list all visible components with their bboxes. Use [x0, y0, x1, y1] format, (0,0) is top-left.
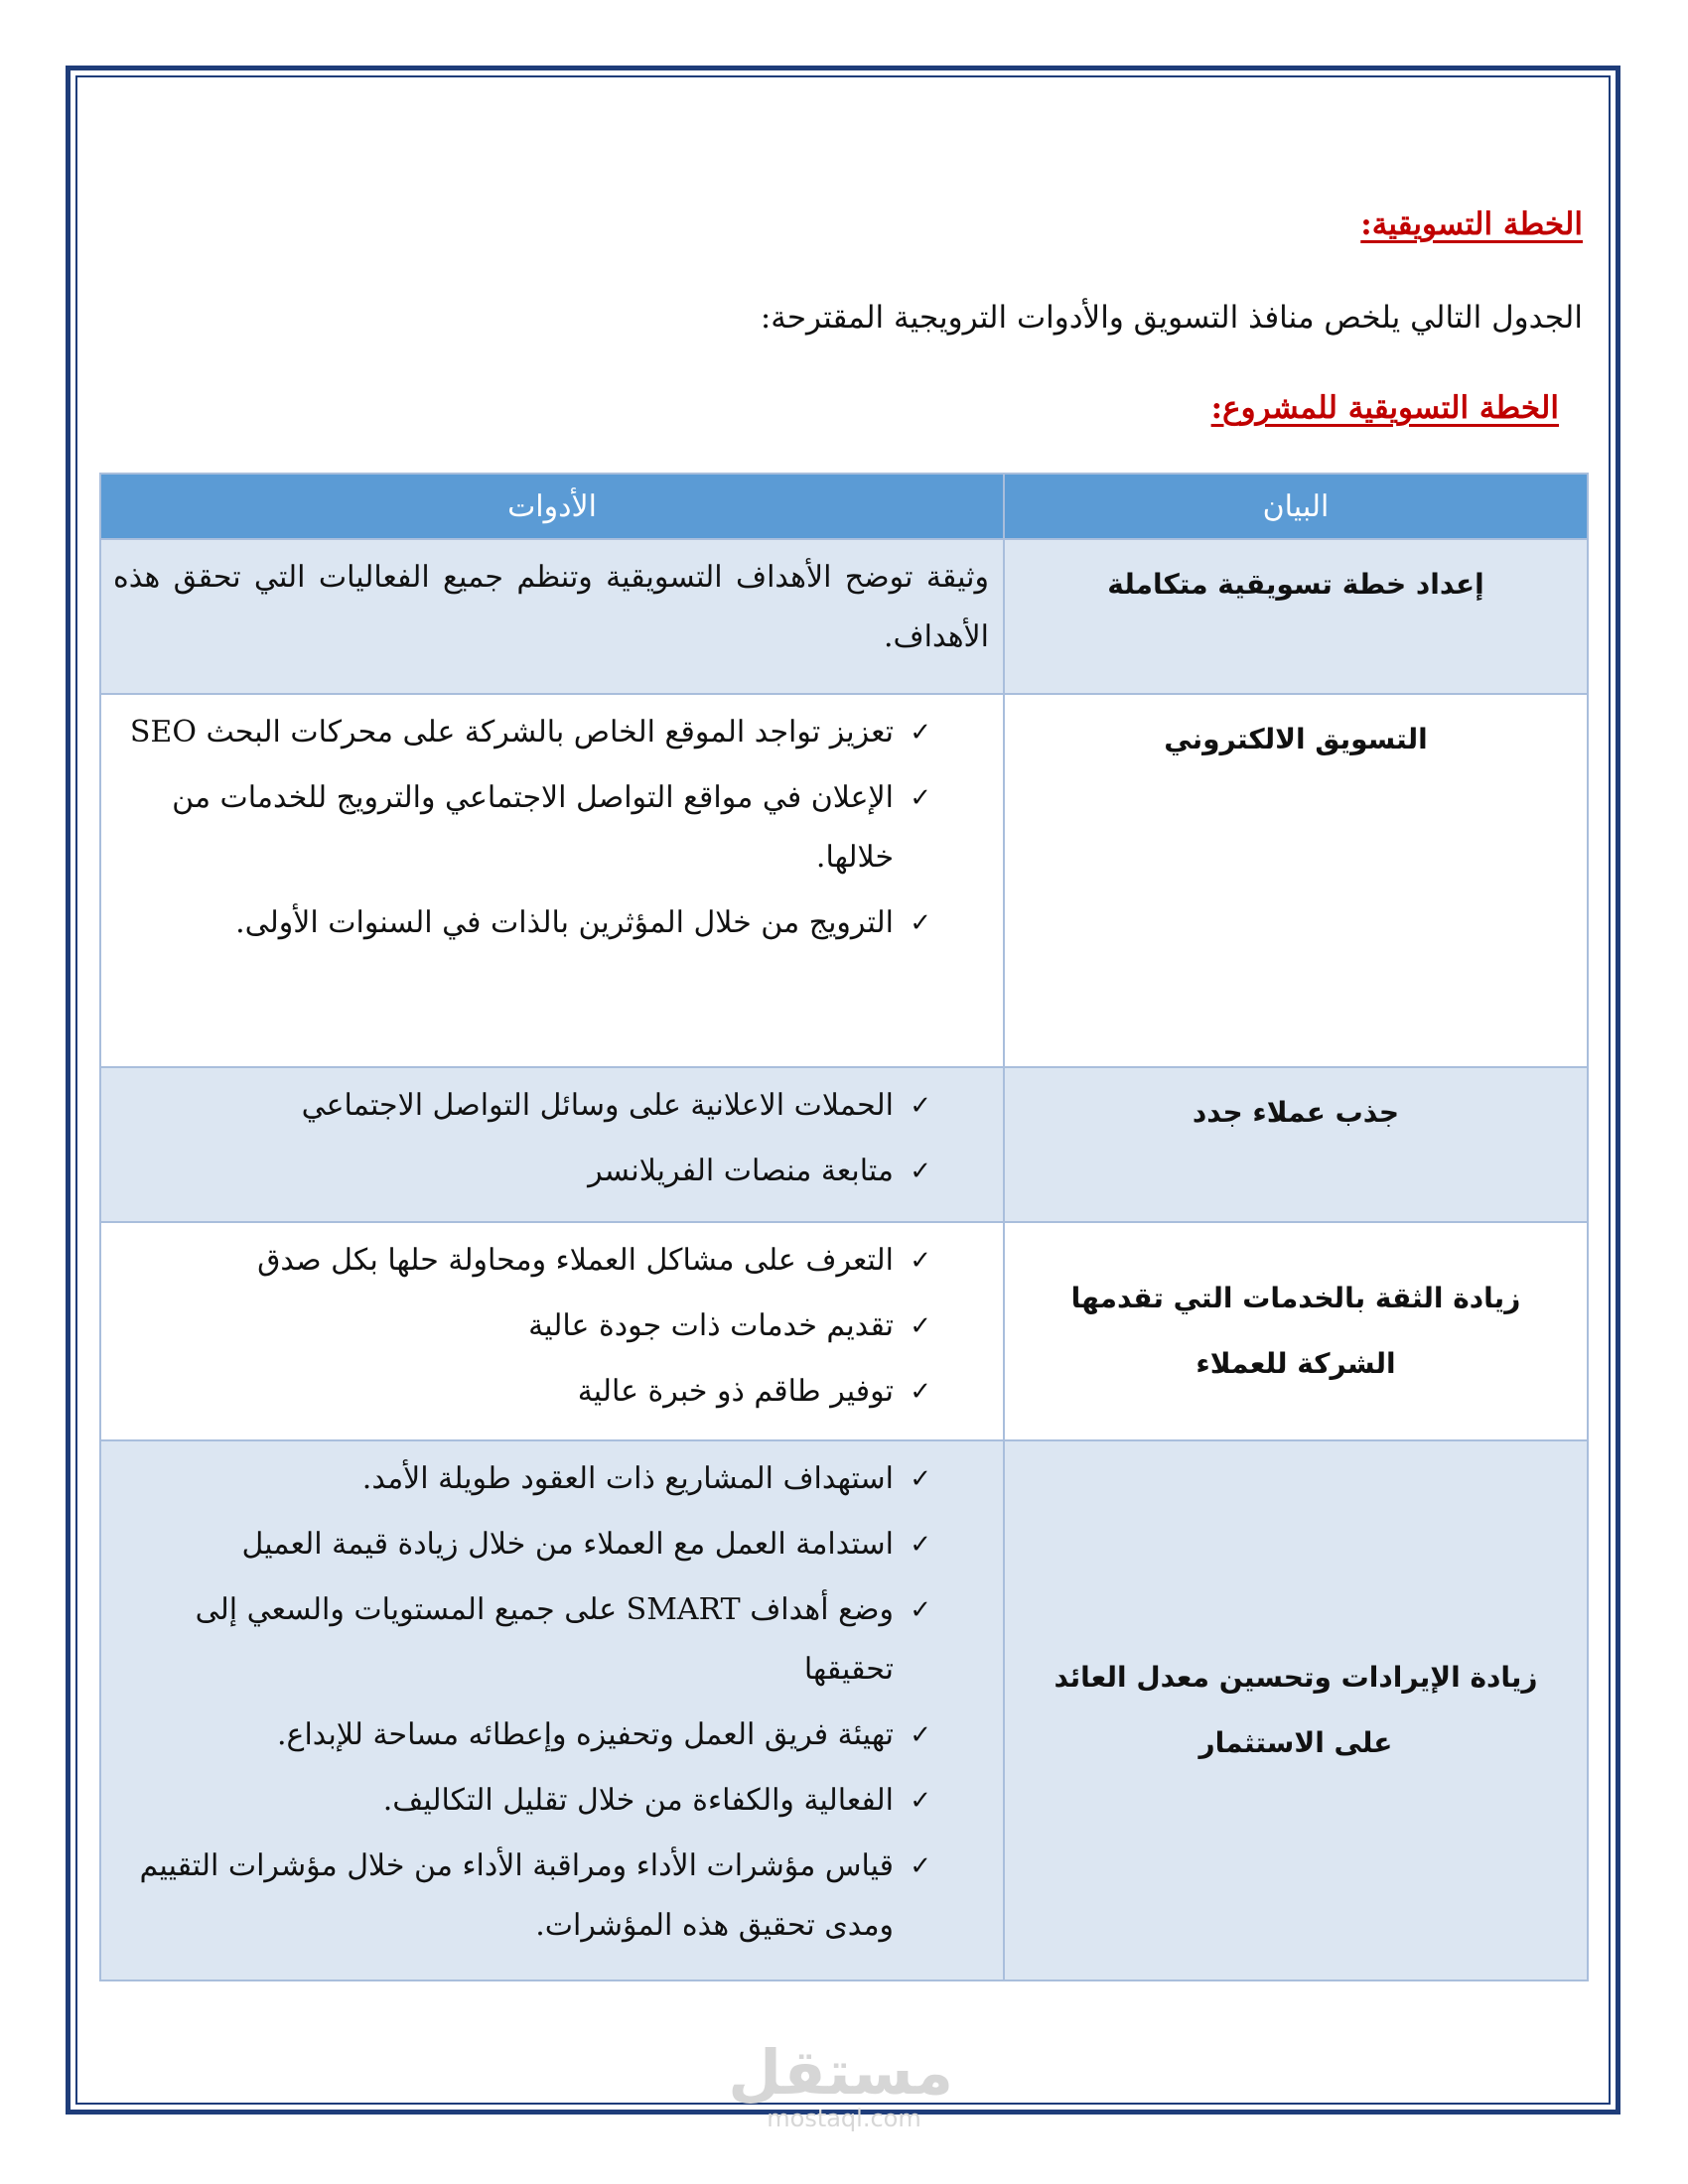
list-item-text: وضع أهداف SMART على جميع المستويات والسعي إلى تحقيقها — [195, 1592, 894, 1687]
check-icon: ✓ — [910, 1091, 931, 1121]
list-item — [113, 703, 989, 762]
table-title: الخطة التسويقية للمشروع: — [1210, 390, 1559, 426]
statement-cell: جذب عملاء جدد — [1004, 1067, 1588, 1222]
check-icon: ✓ — [910, 1157, 931, 1186]
list-item-text: تهيئة فريق العمل وتحفيزه وإعطائه مساحة للإبداع. — [277, 1717, 894, 1752]
list-item — [113, 1449, 989, 1509]
tools-list — [113, 1231, 989, 1422]
list-item — [113, 1076, 989, 1136]
tools-cell — [100, 1067, 1004, 1222]
header-tools: الأدوات — [100, 474, 1004, 539]
check-icon: ✓ — [910, 1377, 931, 1407]
tools-list — [113, 1449, 989, 1956]
table-row — [100, 1222, 1588, 1440]
list-item — [113, 1771, 989, 1831]
tools-cell — [100, 1222, 1004, 1440]
list-item-text: استدامة العمل مع العملاء من خلال زيادة قيمة العميل — [241, 1527, 894, 1562]
table-row — [100, 539, 1588, 694]
list-item — [113, 768, 989, 887]
statement-cell: زيادة الإيرادات وتحسين معدل العائد على الاستثمار — [1004, 1440, 1588, 1980]
watermark-latin: mostaql.com — [767, 2105, 921, 2132]
check-icon: ✓ — [910, 783, 931, 813]
list-item-text: متابعة منصات الفريلانسر — [588, 1154, 894, 1188]
document-intro: الجدول التالي يلخص منافذ التسويق والأدوات الترويجية المقترحة: — [760, 300, 1583, 336]
tools-text: وثيقة توضح الأهداف التسويقية وتنظم جميع الفعاليات التي تحقق هذه الأهداف. — [113, 560, 989, 654]
table-header-row — [100, 474, 1588, 539]
list-item-text: تعزيز تواجد الموقع الخاص بالشركة على محركات البحث SEO — [129, 715, 894, 750]
check-icon: ✓ — [910, 1311, 931, 1341]
list-item — [113, 1580, 989, 1700]
check-icon: ✓ — [910, 718, 931, 748]
list-item-text: التعرف على مشاكل العملاء ومحاولة حلها بكل صدق — [257, 1243, 894, 1278]
list-item — [113, 893, 989, 953]
list-item — [113, 1297, 989, 1356]
list-item-text: الترويج من خلال المؤثرين بالذات في السنوات الأولى. — [235, 905, 894, 940]
list-item — [113, 1837, 989, 1956]
check-icon: ✓ — [910, 1246, 931, 1276]
list-item-text: استهداف المشاريع ذات العقود طويلة الأمد. — [361, 1461, 894, 1496]
check-icon: ✓ — [910, 1530, 931, 1560]
list-item — [113, 1515, 989, 1574]
tools-cell — [100, 694, 1004, 1067]
list-item-text: توفير طاقم ذو خبرة عالية — [577, 1374, 894, 1409]
list-item — [113, 1142, 989, 1201]
statement-cell: زيادة الثقة بالخدمات التي تقدمها الشركة للعملاء — [1004, 1222, 1588, 1440]
tools-list — [113, 1076, 989, 1201]
table-row — [100, 1440, 1588, 1980]
list-item — [113, 1231, 989, 1291]
statement-cell: إعداد خطة تسويقية متكاملة — [1004, 539, 1588, 694]
table-row — [100, 694, 1588, 1067]
marketing-plan-table — [99, 473, 1589, 1981]
list-item-text: الفعالية والكفاءة من خلال تقليل التكاليف. — [382, 1783, 894, 1818]
tools-cell — [100, 539, 1004, 694]
header-statement: البيان — [1004, 474, 1588, 539]
tools-list — [113, 703, 989, 953]
check-icon: ✓ — [910, 1786, 931, 1816]
check-icon: ✓ — [910, 1464, 931, 1494]
mostaql-watermark — [728, 2036, 953, 2132]
list-item-text: قياس مؤشرات الأداء ومراقبة الأداء من خلال مؤشرات التقييم ومدى تحقيق هذه المؤشرات. — [139, 1848, 894, 1943]
table-row — [100, 1067, 1588, 1222]
list-item — [113, 1362, 989, 1422]
check-icon: ✓ — [910, 908, 931, 938]
list-item-text: تقديم خدمات ذات جودة عالية — [528, 1308, 894, 1343]
tools-cell — [100, 1440, 1004, 1980]
watermark-arabic: مستقل — [728, 2036, 953, 2109]
list-item-text: الحملات الاعلانية على وسائل التواصل الاجتماعي — [301, 1088, 894, 1123]
list-item — [113, 1706, 989, 1765]
list-item-text: الإعلان في مواقع التواصل الاجتماعي والترويج للخدمات من خلالها. — [172, 780, 894, 875]
check-icon: ✓ — [910, 1720, 931, 1750]
statement-cell: التسويق الالكتروني — [1004, 694, 1588, 1067]
check-icon: ✓ — [910, 1851, 931, 1881]
document-title: الخطة التسويقية: — [1360, 206, 1583, 242]
check-icon: ✓ — [910, 1595, 931, 1625]
